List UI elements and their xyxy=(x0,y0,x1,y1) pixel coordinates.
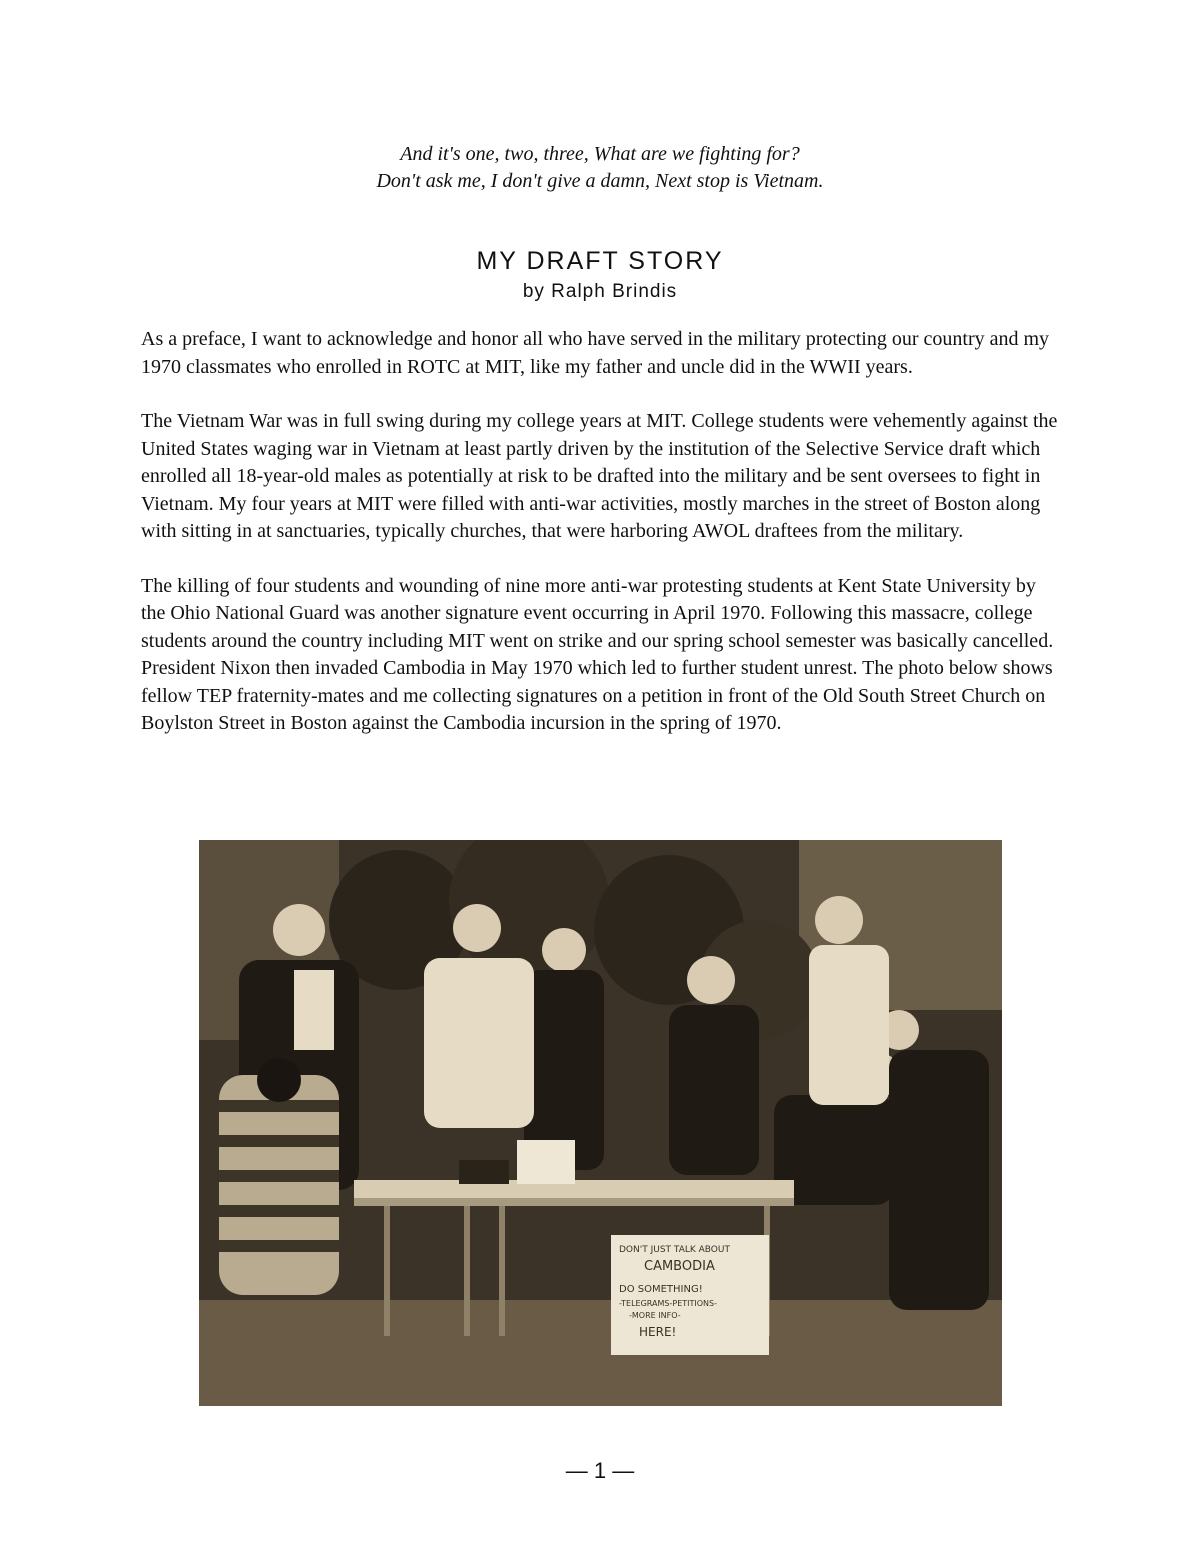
sign-text: HERE! xyxy=(639,1325,677,1339)
sign-text: -MORE INFO- xyxy=(629,1311,681,1320)
byline: by Ralph Brindis xyxy=(522,281,678,302)
sign-text: CAMBODIA xyxy=(644,1259,715,1274)
sign-text: DON'T JUST TALK ABOUT xyxy=(619,1245,730,1255)
paragraph: As a preface, I want to acknowledge and honor all who have served in the military protecting our country and my 1970 classmates who enrolled in ROTC at MIT, like my father and uncle did in the WWII years. xyxy=(141,328,1050,378)
sign-text: -TELEGRAMS-PETITIONS- xyxy=(619,1299,717,1308)
epigraph xyxy=(0,141,1200,195)
page-title: MY DRAFT STORY xyxy=(476,247,724,275)
page-number: — 1 — xyxy=(565,1458,635,1483)
epigraph-line: Don't ask me, I don't give a damn, Next stop is Vietnam. xyxy=(376,170,824,192)
paragraph: The Vietnam War was in full swing during my college years at MIT. College students were vehemently against the United States waging war in Vietnam at least partly driven by the institution of the Selective Service draft which enrolled all 18-year-old males as potentially at risk to be drafted into the military and be sent oversees to fight in Vietnam. My four years at MIT were filled with anti-war activities, mostly marches in the street of Boston along with sitting in at sanctuaries, typically churches, that were harboring AWOL draftees from the military. xyxy=(141,410,1058,542)
article-body xyxy=(141,326,1059,765)
epigraph-line: And it's one, two, three, What are we fighting for? xyxy=(400,143,800,165)
paragraph: The killing of four students and wounding of nine more anti-war protesting students at Kent State University by the Ohio National Guard was another signature event occurring in April 1970. Following this massacre, college students around the country including MIT went on strike and our spring school semester was basically cancelled. President Nixon then invaded Cambodia in May 1970 which led to further student unrest. The photo below shows fellow TEP fraternity-mates and me collecting signatures on a petition in front of the Old South Street Church on Boylston Street in Boston against the Cambodia incursion in the spring of 1970. xyxy=(141,574,1054,734)
protest-photo xyxy=(199,840,1002,1406)
protest-photo-illustration xyxy=(199,840,1002,1406)
sign-text: DO SOMETHING! xyxy=(619,1284,703,1295)
